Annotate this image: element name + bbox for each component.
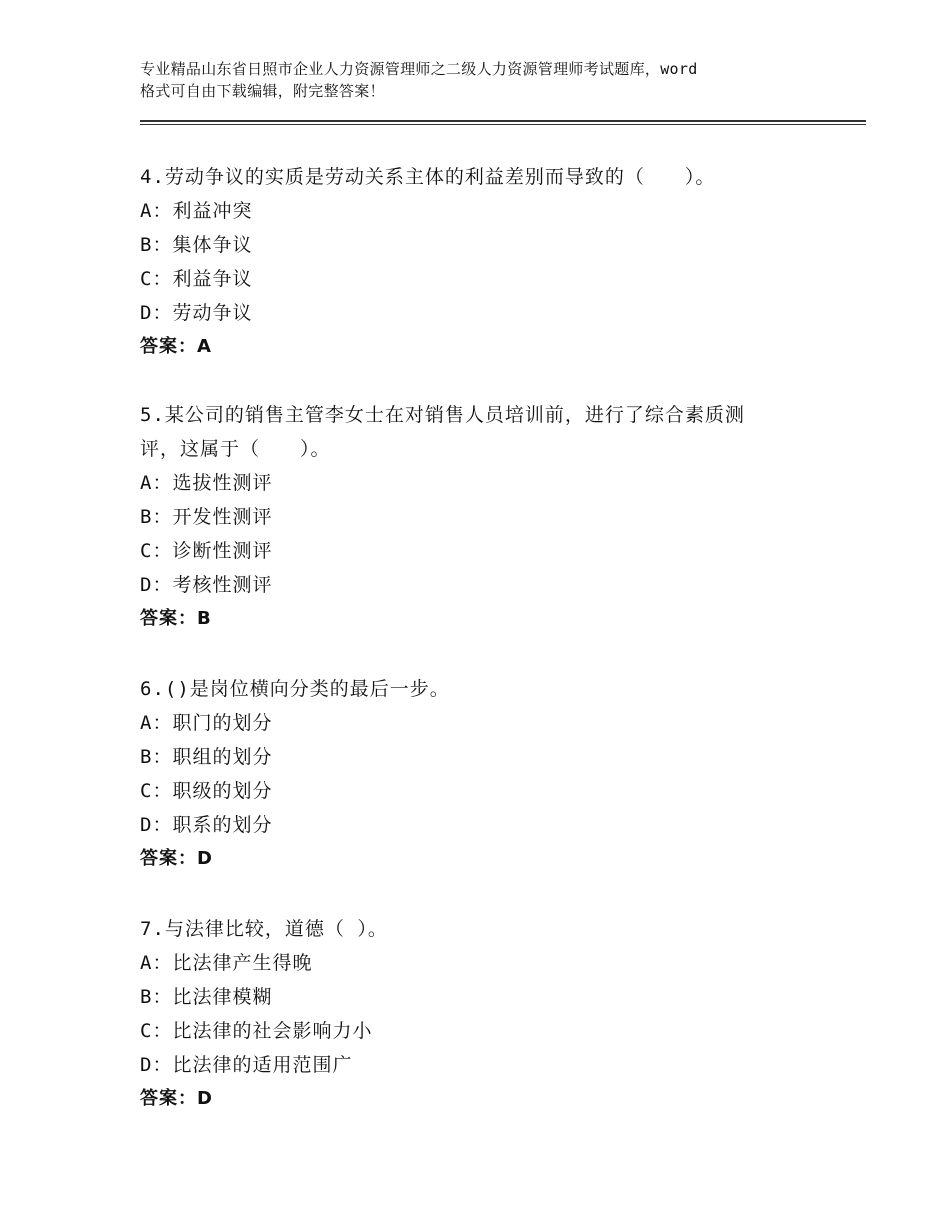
header-line-2: 格式可自由下载编辑，附完整答案！	[140, 82, 385, 100]
header-line-1: 专业精品山东省日照市企业人力资源管理师之二级人力资源管理师考试题库，word	[140, 60, 698, 78]
option-d: D：职系的划分	[140, 814, 273, 836]
option-a: A：职门的划分	[140, 712, 273, 734]
option-b: B：比法律模糊	[140, 986, 273, 1008]
answer-line	[140, 1082, 820, 1116]
answer-value: D	[197, 1088, 212, 1109]
question-stem: 6.()是岗位横向分类的最后一步。	[140, 678, 450, 700]
answer-label: 答案：	[140, 1088, 197, 1109]
option-d: D：比法律的适用范围广	[140, 1054, 353, 1076]
header-divider-thin	[140, 124, 866, 125]
option-d: D：劳动争议	[140, 302, 253, 324]
question-5	[140, 398, 820, 636]
question-stem-line-2: 评，这属于（ ）。	[140, 438, 331, 460]
question-stem: 4.劳动争议的实质是劳动关系主体的利益差别而导致的（ ）。	[140, 166, 716, 188]
option-c: C：职级的划分	[140, 780, 273, 802]
header-divider-thick	[140, 120, 866, 122]
answer-label: 答案：	[140, 336, 197, 357]
question-stem: 7.与法律比较，道德（ ）。	[140, 918, 388, 940]
question-6	[140, 672, 820, 876]
answer-value: B	[197, 608, 211, 629]
option-c: C：诊断性测评	[140, 540, 273, 562]
option-a: A：利益冲突	[140, 200, 253, 222]
option-c: C：利益争议	[140, 268, 253, 290]
answer-line	[140, 602, 820, 636]
document-header	[140, 58, 840, 102]
answer-value: A	[197, 336, 211, 357]
option-b: B：集体争议	[140, 234, 253, 256]
answer-label: 答案：	[140, 608, 197, 629]
question-7	[140, 912, 820, 1116]
option-b: B：职组的划分	[140, 746, 273, 768]
answer-value: D	[197, 848, 212, 869]
option-a: A：选拔性测评	[140, 472, 273, 494]
question-4	[140, 160, 820, 364]
option-c: C：比法律的社会影响力小	[140, 1020, 373, 1042]
answer-line	[140, 330, 820, 364]
option-a: A：比法律产生得晚	[140, 952, 313, 974]
question-stem-line-1: 5.某公司的销售主管李女士在对销售人员培训前，进行了综合素质测	[140, 404, 745, 426]
answer-label: 答案：	[140, 848, 197, 869]
answer-line	[140, 842, 820, 876]
option-b: B：开发性测评	[140, 506, 273, 528]
option-d: D：考核性测评	[140, 574, 273, 596]
